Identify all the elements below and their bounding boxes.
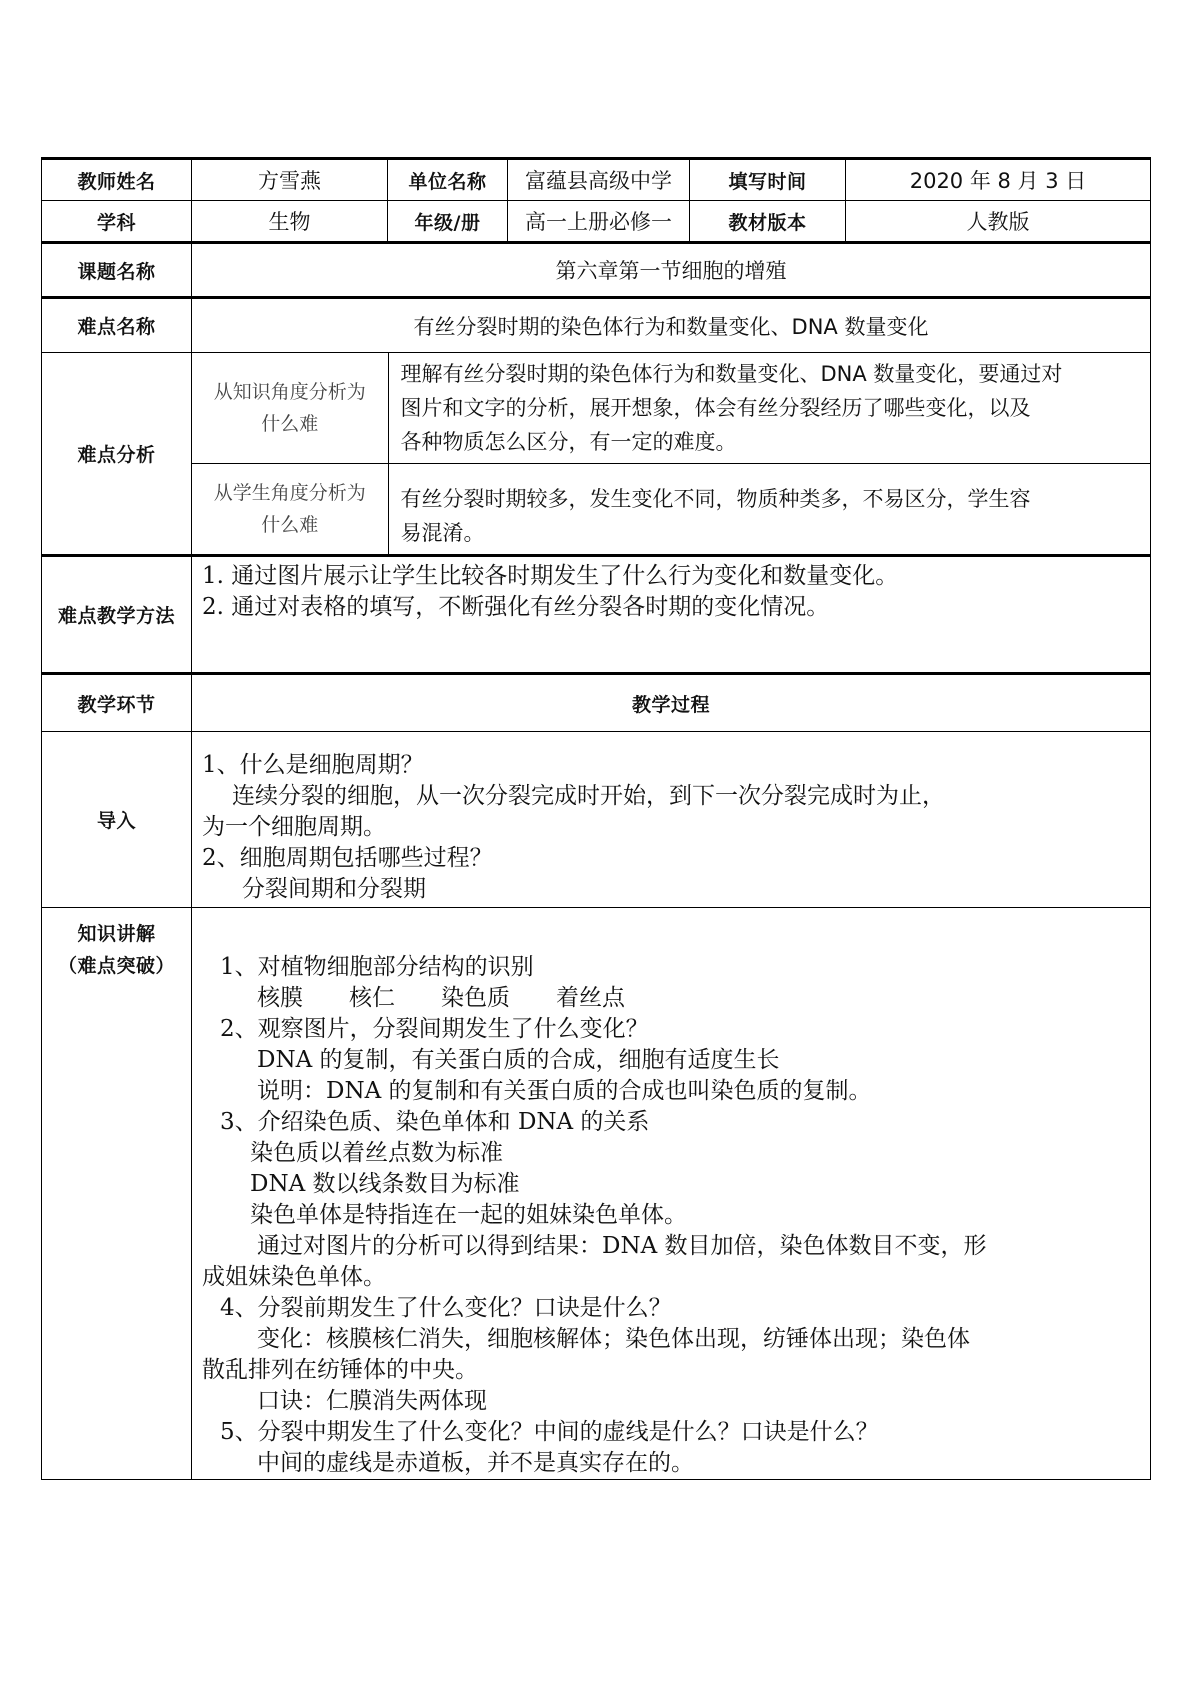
knowledge-line-1: 1、对植物细胞部分结构的识别: [220, 954, 534, 980]
knowledge-row: [42, 908, 1151, 1480]
date-value: 2020 年 8 月 3 日: [846, 159, 1151, 201]
knowledge-angle-text-line1: 理解有丝分裂时期的染色体行为和数量变化、DNA 数量变化，要通过对: [400, 362, 1063, 386]
knowledge-line-10: 通过对图片的分析可以得到结果：DNA 数目加倍，染色体数目不变，形: [257, 1233, 987, 1259]
knowledge-line-13: 变化：核膜核仁消失，细胞核解体；染色体出现，纺锤体出现；染色体: [257, 1326, 970, 1352]
topic-label: 课题名称: [42, 243, 192, 298]
intro-row: [42, 732, 1151, 908]
student-angle-label-line1: 从学生角度分析为: [213, 482, 366, 504]
method-item-2: 2. 通过对表格的填写，不断强化有丝分裂各时期的变化情况。: [202, 594, 830, 620]
knowledge-line-17: 中间的虚线是赤道板，并不是真实存在的。: [257, 1450, 694, 1476]
knowledge-line-14: 散乱排列在纺锤体的中央。: [202, 1357, 478, 1383]
intro-line-3: 为一个细胞周期。: [202, 814, 386, 840]
knowledge-line-8: DNA 数以线条数目为标准: [250, 1171, 520, 1197]
knowledge-line-11: 成姐妹染色单体。: [202, 1264, 386, 1290]
topic-row: [42, 243, 1151, 298]
teacher-value: 方雪燕: [192, 159, 388, 201]
knowledge-line-7: 染色质以着丝点数为标准: [250, 1140, 503, 1166]
header-row-1: [42, 159, 1151, 201]
grade-value: 高一上册必修一: [508, 201, 690, 243]
knowledge-angle-label-line1: 从知识角度分析为: [213, 381, 366, 403]
analysis-label: 难点分析: [42, 353, 192, 556]
topic-value: 第六章第一节细胞的增殖: [192, 243, 1151, 298]
knowledge-label: [42, 908, 192, 1480]
intro-line-5: 分裂间期和分裂期: [242, 876, 426, 902]
difficulty-value: 有丝分裂时期的染色体行为和数量变化、DNA 数量变化: [192, 298, 1151, 353]
knowledge-line-2: 核膜 核仁 染色质 着丝点: [257, 985, 625, 1011]
knowledge-line-15: 口诀：仁膜消失两体现: [257, 1388, 487, 1414]
intro-label: 导入: [42, 732, 192, 908]
difficulty-row: [42, 298, 1151, 353]
method-item-1: 1. 通过图片展示让学生比较各时期发生了什么行为变化和数量变化。: [202, 563, 899, 589]
analysis-row: [42, 353, 1151, 556]
knowledge-line-16: 5、分裂中期发生了什么变化？中间的虚线是什么？口诀是什么？: [220, 1419, 879, 1445]
student-angle-label-line2: 什么难: [261, 514, 319, 536]
knowledge-label-line2: （难点突破）: [57, 955, 175, 977]
knowledge-line-5: 说明：DNA 的复制和有关蛋白质的合成也叫染色质的复制。: [257, 1078, 872, 1104]
subject-label: 学科: [42, 201, 192, 243]
subject-value: 生物: [192, 201, 388, 243]
knowledge-line-3: 2、观察图片，分裂间期发生了什么变化？: [220, 1016, 649, 1042]
unit-label: 单位名称: [388, 159, 508, 201]
process-title: 教学过程: [192, 674, 1151, 732]
intro-content: [192, 732, 1151, 908]
knowledge-angle-label: [192, 353, 388, 464]
date-label: 填写时间: [690, 159, 846, 201]
methods-row: [42, 556, 1151, 674]
knowledge-angle-text: [388, 353, 1150, 464]
analysis-inner-table: [192, 353, 1150, 554]
lesson-plan-table: [41, 157, 1151, 1480]
knowledge-label-line1: 知识讲解: [77, 923, 156, 945]
teacher-label: 教师姓名: [42, 159, 192, 201]
student-difficulty-row: [192, 464, 1150, 555]
knowledge-angle-label-line2: 什么难: [261, 413, 319, 435]
knowledge-line-6: 3、介绍染色质、染色单体和 DNA 的关系: [220, 1109, 650, 1135]
knowledge-line-4: DNA 的复制，有关蛋白质的合成，细胞有适度生长: [257, 1047, 780, 1073]
knowledge-difficulty-row: [192, 353, 1150, 464]
student-angle-text-line1: 有丝分裂时期较多，发生变化不同，物质种类多，不易区分，学生容: [400, 487, 1031, 511]
knowledge-line-9: 染色单体是特指连在一起的姐妹染色单体。: [250, 1202, 687, 1228]
knowledge-angle-text-line2: 图片和文字的分析，展开想象，体会有丝分裂经历了哪些变化，以及: [400, 396, 1031, 420]
student-angle-text: [388, 464, 1150, 555]
methods-content: [192, 556, 1151, 674]
header-row-2: [42, 201, 1151, 243]
edition-value: 人教版: [846, 201, 1151, 243]
knowledge-angle-text-line3: 各种物质怎么区分，有一定的难度。: [400, 430, 737, 454]
intro-line-4: 2、细胞周期包括哪些过程？: [202, 845, 493, 871]
process-header-row: [42, 674, 1151, 732]
intro-line-2: 连续分裂的细胞，从一次分裂完成时开始，到下一次分裂完成时为止，: [232, 783, 945, 809]
difficulty-label: 难点名称: [42, 298, 192, 353]
student-angle-label: [192, 464, 388, 555]
student-angle-text-line2: 易混淆。: [400, 521, 485, 545]
analysis-cell: [192, 353, 1151, 556]
intro-line-1: 1、什么是细胞周期？: [202, 752, 424, 778]
grade-label: 年级/册: [388, 201, 508, 243]
edition-label: 教材版本: [690, 201, 846, 243]
knowledge-content: [192, 908, 1151, 1480]
process-stage-label: 教学环节: [42, 674, 192, 732]
knowledge-line-12: 4、分裂前期发生了什么变化？口诀是什么？: [220, 1295, 672, 1321]
methods-label: 难点教学方法: [42, 556, 192, 674]
unit-value: 富蕴县高级中学: [508, 159, 690, 201]
